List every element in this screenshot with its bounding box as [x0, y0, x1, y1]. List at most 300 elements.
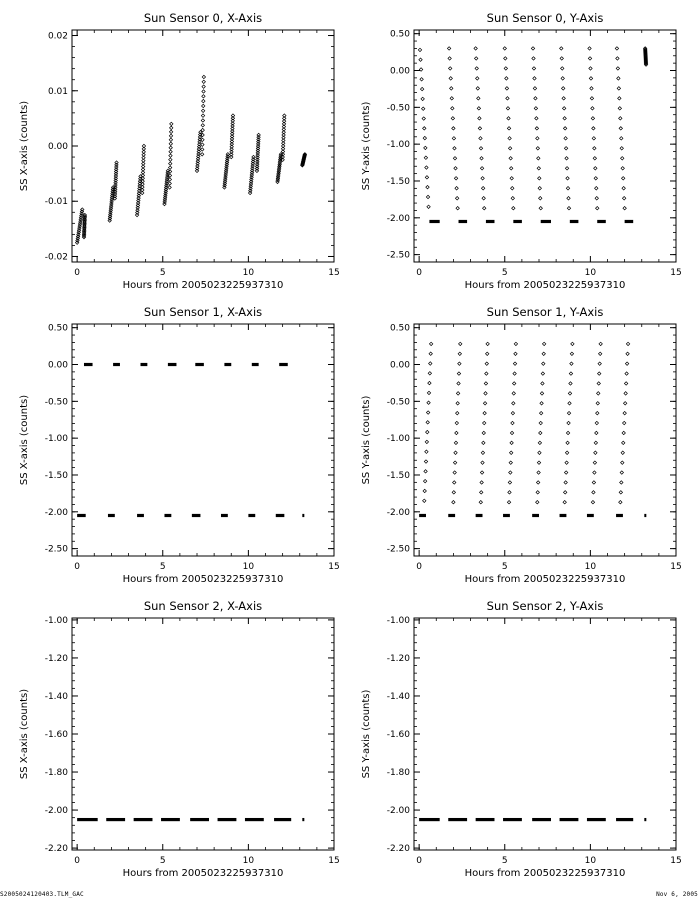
- data-point: [625, 362, 628, 365]
- data-point: [595, 187, 598, 190]
- data-point: [538, 187, 541, 190]
- chart-panel: [19, 305, 340, 585]
- data-point: [622, 441, 625, 444]
- y-tick-label: 0.00: [389, 66, 410, 77]
- data-point: [509, 167, 512, 170]
- data-point: [620, 471, 623, 474]
- data-point: [562, 97, 565, 100]
- data-point: [592, 137, 595, 140]
- chart-panel: [19, 599, 340, 879]
- data-point: [512, 402, 515, 405]
- x-tick-label: 10: [584, 268, 597, 278]
- data-point-cluster: [476, 818, 495, 821]
- plot-frame: [414, 30, 676, 262]
- data-point: [505, 77, 508, 80]
- data-point: [454, 177, 457, 180]
- data-point: [625, 372, 628, 375]
- chart-title: Sun Sensor 1, X-Axis: [143, 305, 263, 319]
- data-point: [621, 451, 624, 454]
- y-axis-label: SS Y-axis (counts): [361, 101, 372, 191]
- y-tick-label: 0.01: [47, 86, 68, 97]
- data-point: [588, 57, 591, 60]
- data-point: [616, 67, 619, 70]
- x-tick-label: 10: [584, 562, 597, 572]
- data-point: [567, 197, 570, 200]
- data-point: [542, 362, 545, 365]
- y-tick-label: 0.50: [47, 323, 68, 334]
- data-point: [589, 77, 592, 80]
- data-point: [621, 167, 624, 170]
- data-point: [591, 117, 594, 120]
- data-point: [591, 501, 594, 504]
- data-point: [619, 127, 622, 130]
- y-tick-label: -2.00: [386, 507, 410, 518]
- data-point: [202, 90, 205, 93]
- data-point: [486, 342, 489, 345]
- y-tick-label: -1.00: [386, 615, 410, 626]
- data-point: [169, 142, 172, 145]
- data-point: [539, 207, 542, 210]
- data-point: [459, 342, 462, 345]
- data-point: [622, 197, 625, 200]
- data-point-cluster: [248, 514, 255, 517]
- data-point-cluster: [448, 818, 467, 821]
- data-point: [507, 127, 510, 130]
- data-point: [455, 431, 458, 434]
- data-point: [483, 402, 486, 405]
- data-point: [563, 501, 566, 504]
- data-point: [509, 461, 512, 464]
- data-point: [568, 392, 571, 395]
- data-point-cluster: [274, 818, 291, 821]
- data-point: [622, 187, 625, 190]
- data-point: [508, 491, 511, 494]
- data-point: [589, 67, 592, 70]
- data-point: [533, 77, 536, 80]
- y-tick-label: -1.40: [386, 691, 410, 702]
- data-point: [598, 372, 601, 375]
- y-tick-label: 0.00: [47, 142, 68, 152]
- data-point: [426, 411, 429, 414]
- data-point: [571, 342, 574, 345]
- y-tick-label: -1.50: [386, 470, 410, 481]
- data-point: [538, 441, 541, 444]
- data-point-cluster: [190, 818, 209, 821]
- data-point: [480, 481, 483, 484]
- data-point: [567, 421, 570, 424]
- data-point: [419, 58, 422, 61]
- data-point-cluster: [448, 514, 455, 517]
- x-axis-label: Hours from 2005023225937310: [464, 280, 626, 291]
- data-point: [453, 481, 456, 484]
- data-point: [593, 461, 596, 464]
- data-point: [560, 47, 563, 50]
- data-point-cluster: [195, 363, 204, 366]
- y-tick-label: -2.20: [386, 844, 410, 855]
- data-point: [565, 157, 568, 160]
- data-point: [534, 97, 537, 100]
- y-tick-label: -1.20: [44, 653, 68, 664]
- y-tick-label: 0.02: [47, 31, 68, 42]
- data-point: [541, 372, 544, 375]
- data-point: [623, 402, 626, 405]
- y-tick-label: -0.50: [386, 397, 410, 408]
- data-point: [454, 451, 457, 454]
- data-series: [75, 75, 306, 244]
- data-point: [598, 362, 601, 365]
- data-point: [202, 95, 205, 98]
- data-point: [509, 451, 512, 454]
- data-point: [596, 207, 599, 210]
- data-point: [452, 137, 455, 140]
- data-point: [448, 67, 451, 70]
- data-point-cluster: [644, 818, 646, 821]
- chart-panel: [361, 11, 682, 291]
- data-point: [537, 157, 540, 160]
- data-point: [202, 80, 205, 83]
- data-point: [507, 501, 510, 504]
- data-point: [591, 107, 594, 110]
- data-point: [428, 381, 431, 384]
- data-point: [594, 451, 597, 454]
- y-axis-label: SS X-axis (counts): [19, 688, 30, 780]
- data-point: [456, 402, 459, 405]
- data-point: [169, 146, 172, 149]
- data-point: [201, 109, 204, 112]
- data-point: [429, 362, 432, 365]
- data-point: [455, 421, 458, 424]
- data-point: [427, 205, 430, 208]
- data-point: [597, 382, 600, 385]
- y-tick-label: -1.80: [44, 768, 68, 779]
- data-point-cluster: [597, 220, 606, 223]
- x-tick-label: 15: [328, 268, 340, 278]
- y-tick-label: 0.50: [389, 323, 410, 334]
- data-point-cluster: [113, 363, 120, 366]
- chart-panel: [19, 11, 340, 291]
- data-point: [427, 401, 430, 404]
- data-point: [479, 501, 482, 504]
- data-point: [567, 207, 570, 210]
- data-point: [593, 471, 596, 474]
- x-tick-label: 10: [584, 856, 597, 866]
- data-point: [477, 97, 480, 100]
- data-point: [624, 382, 627, 385]
- data-point-cluster: [106, 818, 125, 821]
- data-point: [422, 117, 425, 120]
- x-axis-label: Hours from 2005023225937310: [464, 574, 626, 585]
- data-point: [617, 87, 620, 90]
- data-point: [624, 392, 627, 395]
- data-point: [450, 97, 453, 100]
- x-axis-label: Hours from 2005023225937310: [122, 280, 284, 291]
- data-point-cluster: [486, 220, 495, 223]
- y-tick-label: -1.50: [386, 176, 410, 187]
- data-point: [456, 411, 459, 414]
- data-point-cluster: [134, 818, 153, 821]
- data-point: [452, 501, 455, 504]
- x-tick-label: 0: [74, 562, 81, 572]
- data-series: [77, 363, 304, 517]
- data-point: [569, 372, 572, 375]
- data-point: [457, 372, 460, 375]
- data-point: [618, 107, 621, 110]
- x-tick-label: 15: [670, 562, 682, 572]
- data-point: [513, 362, 516, 365]
- data-point: [169, 134, 172, 137]
- footer-source-file: S2005024120403.TLM_GAC: [0, 891, 84, 898]
- data-point: [592, 127, 595, 130]
- y-tick-label: 0.00: [47, 360, 68, 371]
- data-point-cluster: [587, 514, 594, 517]
- data-point: [474, 57, 477, 60]
- plot-frame: [72, 618, 334, 850]
- data-point: [565, 451, 568, 454]
- data-point: [509, 471, 512, 474]
- data-point: [201, 148, 204, 151]
- data-point: [536, 501, 539, 504]
- plot-frame: [72, 324, 334, 556]
- data-point: [561, 87, 564, 90]
- data-point: [621, 177, 624, 180]
- y-tick-label: -2.00: [386, 806, 410, 817]
- data-point: [596, 411, 599, 414]
- data-point: [599, 342, 602, 345]
- x-tick-label: 0: [416, 856, 423, 866]
- data-point: [425, 450, 428, 453]
- data-point: [514, 352, 517, 355]
- data-point-cluster: [302, 514, 304, 517]
- data-point: [540, 402, 543, 405]
- y-axis-label: SS X-axis (counts): [19, 394, 30, 486]
- data-point: [593, 147, 596, 150]
- data-point: [485, 362, 488, 365]
- data-point: [619, 117, 622, 120]
- data-point: [620, 137, 623, 140]
- y-tick-label: 0.00: [389, 360, 410, 371]
- chart-title: Sun Sensor 2, X-Axis: [143, 599, 263, 613]
- data-point-cluster: [168, 363, 177, 366]
- x-tick-label: 0: [74, 856, 81, 866]
- x-tick-label: 10: [242, 562, 255, 572]
- y-tick-label: -1.40: [44, 691, 68, 702]
- data-point: [480, 157, 483, 160]
- data-point: [565, 461, 568, 464]
- data-point: [536, 147, 539, 150]
- data-point: [561, 67, 564, 70]
- data-point-cluster: [302, 818, 304, 821]
- data-point: [510, 177, 513, 180]
- x-tick-label: 15: [670, 856, 682, 866]
- data-series: [419, 342, 646, 517]
- data-point: [426, 430, 429, 433]
- data-point: [426, 185, 429, 188]
- data-point: [623, 411, 626, 414]
- chart-title: Sun Sensor 0, X-Axis: [143, 11, 263, 25]
- data-point: [537, 461, 540, 464]
- data-point: [202, 85, 205, 88]
- data-point: [616, 57, 619, 60]
- data-point: [508, 147, 511, 150]
- data-point: [429, 342, 432, 345]
- data-point: [475, 67, 478, 70]
- y-tick-label: -2.50: [386, 544, 410, 555]
- data-point: [168, 186, 171, 189]
- data-point: [420, 87, 423, 90]
- data-point: [456, 392, 459, 395]
- data-point-cluster: [616, 514, 623, 517]
- data-point: [484, 392, 487, 395]
- data-point: [483, 207, 486, 210]
- data-point: [590, 87, 593, 90]
- y-tick-label: -2.00: [44, 806, 68, 817]
- data-point: [562, 107, 565, 110]
- data-point: [476, 77, 479, 80]
- data-point: [534, 107, 537, 110]
- data-point: [425, 440, 428, 443]
- plot-frame: [414, 618, 676, 850]
- data-point: [169, 154, 172, 157]
- data-point: [418, 48, 421, 51]
- data-point-cluster: [164, 514, 171, 517]
- data-point: [564, 137, 567, 140]
- data-point: [427, 391, 430, 394]
- data-point: [539, 197, 542, 200]
- data-point: [595, 431, 598, 434]
- data-point-cluster: [279, 363, 288, 366]
- data-point: [458, 352, 461, 355]
- data-point-cluster: [560, 514, 567, 517]
- data-point: [481, 461, 484, 464]
- data-point: [480, 471, 483, 474]
- y-tick-label: -1.60: [386, 730, 410, 740]
- data-point: [424, 470, 427, 473]
- x-tick-label: 15: [328, 856, 340, 866]
- data-point: [168, 166, 171, 169]
- data-point-cluster: [137, 514, 144, 517]
- x-tick-label: 0: [416, 268, 423, 278]
- data-point-cluster: [532, 514, 539, 517]
- data-point: [451, 117, 454, 120]
- x-tick-label: 0: [74, 268, 81, 278]
- footer-date: Nov 6, 2005: [656, 891, 698, 898]
- x-tick-label: 5: [501, 562, 508, 572]
- data-point: [626, 352, 629, 355]
- data-series: [419, 818, 646, 821]
- data-point: [617, 77, 620, 80]
- data-point: [512, 207, 515, 210]
- data-point-cluster: [245, 818, 264, 821]
- data-point: [511, 197, 514, 200]
- data-point: [566, 177, 569, 180]
- data-point: [533, 87, 536, 90]
- data-point: [169, 150, 172, 153]
- data-point: [455, 197, 458, 200]
- data-point-cluster: [77, 514, 86, 517]
- x-axis-label: Hours from 2005023225937310: [122, 574, 284, 585]
- data-point: [594, 167, 597, 170]
- data-point: [508, 137, 511, 140]
- data-point: [513, 372, 516, 375]
- data-point-cluster: [476, 514, 483, 517]
- data-point-cluster: [84, 363, 93, 366]
- data-point: [458, 362, 461, 365]
- y-tick-label: -0.02: [44, 252, 68, 263]
- data-point: [511, 421, 514, 424]
- x-axis-label: Hours from 2005023225937310: [464, 868, 626, 879]
- data-point: [485, 372, 488, 375]
- data-point: [508, 481, 511, 484]
- data-point: [424, 460, 427, 463]
- data-point: [510, 431, 513, 434]
- data-point: [560, 57, 563, 60]
- y-tick-label: 0.50: [389, 29, 410, 40]
- data-point: [535, 117, 538, 120]
- data-point: [202, 104, 205, 107]
- data-point: [570, 362, 573, 365]
- data-point: [169, 138, 172, 141]
- data-point: [426, 421, 429, 424]
- data-point: [509, 157, 512, 160]
- y-tick-label: -1.60: [44, 730, 68, 740]
- data-point: [170, 122, 173, 125]
- chart-panel: [361, 305, 682, 585]
- data-point: [540, 392, 543, 395]
- data-point: [595, 197, 598, 200]
- data-point: [537, 167, 540, 170]
- data-point: [481, 187, 484, 190]
- x-tick-label: 5: [159, 268, 166, 278]
- y-tick-label: -2.20: [44, 844, 68, 855]
- data-point: [541, 382, 544, 385]
- data-point: [542, 352, 545, 355]
- data-point: [504, 67, 507, 70]
- data-point: [565, 167, 568, 170]
- y-tick-label: -2.50: [386, 250, 410, 261]
- data-point: [593, 157, 596, 160]
- x-tick-label: 15: [328, 562, 340, 572]
- data-point: [202, 75, 205, 78]
- x-tick-label: 10: [242, 856, 255, 866]
- data-point-cluster: [224, 363, 231, 366]
- data-series: [77, 818, 304, 821]
- data-point: [423, 127, 426, 130]
- data-point: [539, 431, 542, 434]
- chart-panel: [361, 599, 682, 879]
- data-point: [590, 97, 593, 100]
- data-point: [564, 147, 567, 150]
- data-point: [482, 441, 485, 444]
- data-point: [620, 147, 623, 150]
- data-point: [448, 57, 451, 60]
- data-point: [423, 136, 426, 139]
- data-point: [452, 127, 455, 130]
- data-point: [201, 119, 204, 122]
- data-point-cluster: [513, 220, 522, 223]
- y-tick-label: -1.20: [386, 653, 410, 664]
- data-point-cluster: [192, 514, 201, 517]
- data-point: [563, 127, 566, 130]
- data-point: [623, 207, 626, 210]
- data-point: [423, 479, 426, 482]
- data-point: [449, 77, 452, 80]
- data-point: [561, 77, 564, 80]
- data-point-cluster: [419, 818, 440, 821]
- data-point: [479, 147, 482, 150]
- data-point: [170, 126, 173, 129]
- data-point: [447, 47, 450, 50]
- data-point: [169, 158, 172, 161]
